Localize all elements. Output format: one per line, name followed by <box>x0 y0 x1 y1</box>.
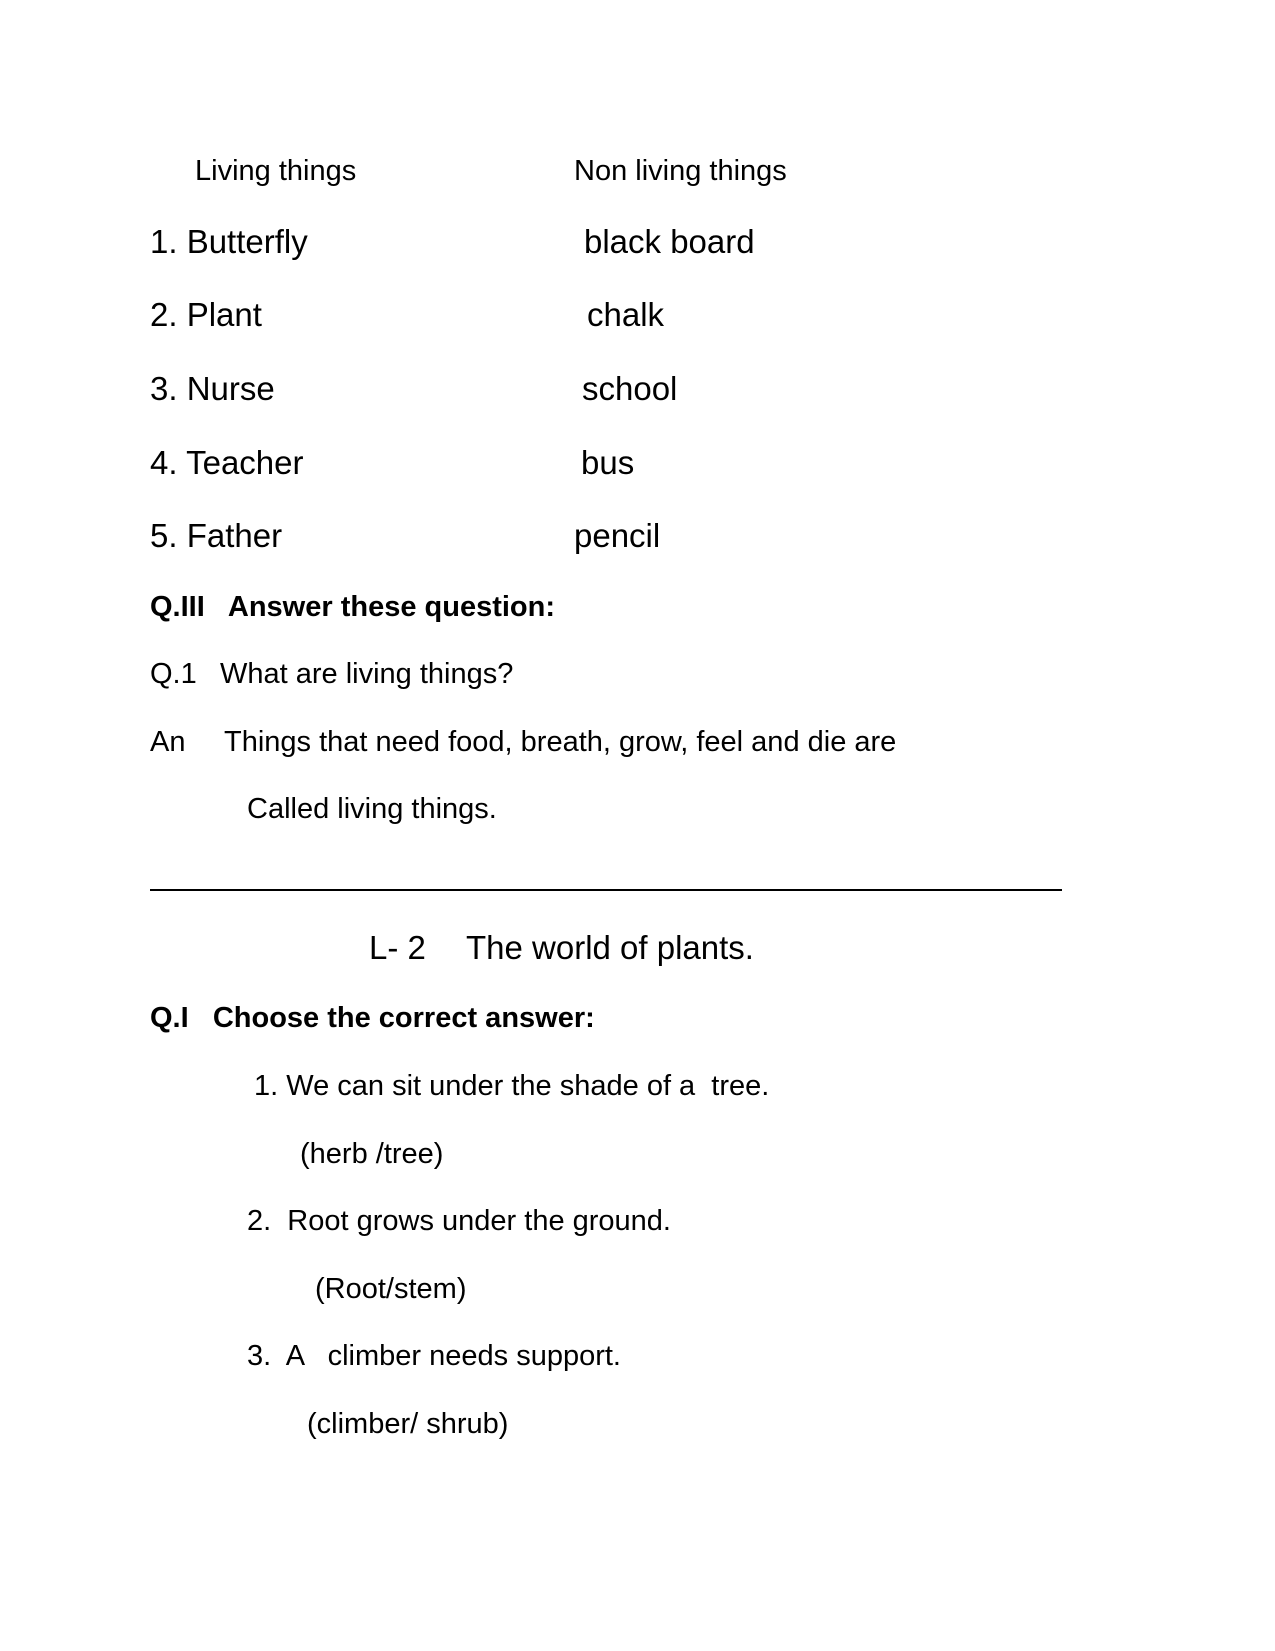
q1-item-sentence: 1. We can sit under the shade of a tree. <box>254 1070 770 1102</box>
nonliving-item: chalk <box>587 296 665 333</box>
living-item: 5. Father <box>150 517 283 554</box>
living-things-header: Living things <box>195 155 357 187</box>
nonliving-item: school <box>582 370 678 407</box>
q1-item-sentence: 3. A climber needs support. <box>247 1340 621 1372</box>
q1-item-options: (climber/ shrub) <box>307 1408 509 1440</box>
q3-answer-label: An <box>150 726 186 758</box>
section-divider <box>150 889 1062 891</box>
living-item: 2. Plant <box>150 296 262 333</box>
living-item: 1. Butterfly <box>150 223 308 260</box>
nonliving-things-header: Non living things <box>574 155 787 187</box>
q3-question-text: What are living things? <box>220 658 514 690</box>
nonliving-item: bus <box>581 444 635 481</box>
lesson-title: The world of plants. <box>466 929 754 966</box>
q3-question-label: Q.1 <box>150 658 197 690</box>
nonliving-item: pencil <box>574 517 661 554</box>
living-item: 4. Teacher <box>150 444 304 481</box>
q3-answer-line: Things that need food, breath, grow, feel and die are <box>224 726 897 758</box>
q3-heading: Q.III Answer these question: <box>150 591 555 623</box>
q1-heading: Q.I Choose the correct answer: <box>150 1002 595 1034</box>
living-item: 3. Nurse <box>150 370 275 407</box>
lesson-number: L- 2 <box>369 929 426 966</box>
nonliving-item: black board <box>584 223 755 260</box>
q3-answer-line: Called living things. <box>247 793 497 825</box>
q1-item-sentence: 2. Root grows under the ground. <box>247 1205 671 1237</box>
q1-item-options: (herb /tree) <box>300 1138 444 1170</box>
q1-item-options: (Root/stem) <box>315 1273 467 1305</box>
